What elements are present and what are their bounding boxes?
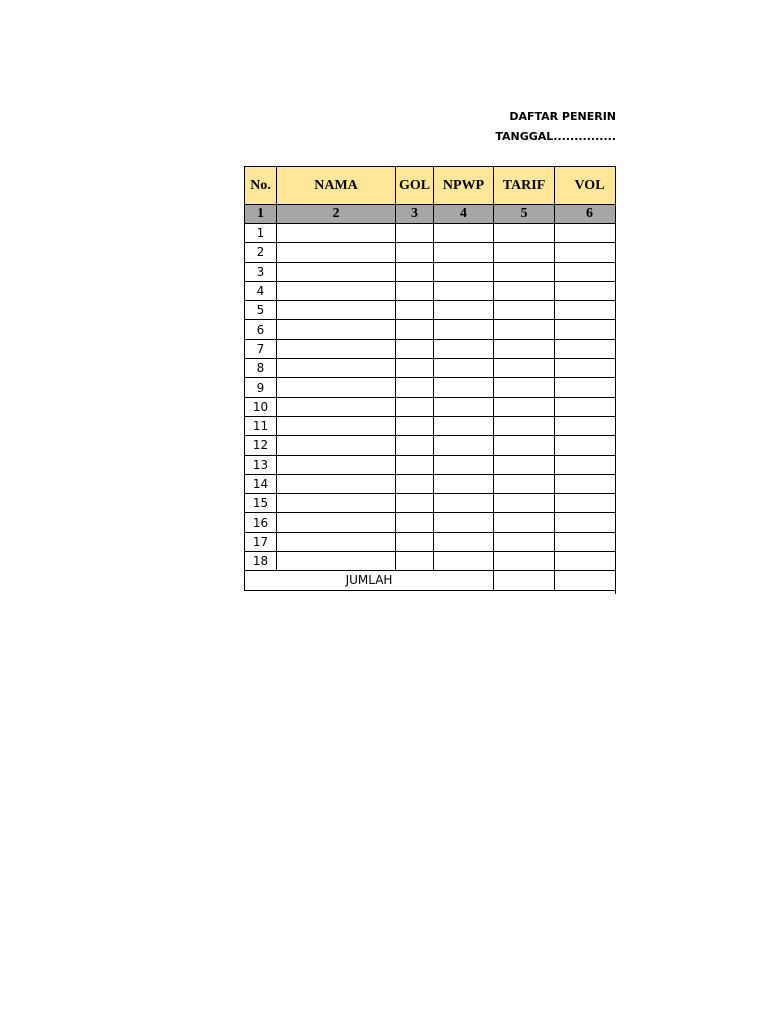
table-row xyxy=(245,224,617,243)
total-tarif-cell[interactable] xyxy=(494,571,555,590)
row-number-cell[interactable]: 18 xyxy=(245,552,277,571)
table-row xyxy=(245,281,617,300)
vol-cell[interactable] xyxy=(555,513,617,532)
npwp-cell[interactable] xyxy=(434,243,494,262)
gol-cell[interactable] xyxy=(396,513,434,532)
table-row xyxy=(245,455,617,474)
table-row xyxy=(245,494,617,513)
npwp-cell[interactable] xyxy=(434,416,494,435)
vol-cell[interactable] xyxy=(555,301,617,320)
nama-cell[interactable] xyxy=(277,224,396,243)
gol-cell[interactable] xyxy=(396,224,434,243)
table-row xyxy=(245,532,617,551)
nama-cell[interactable] xyxy=(277,378,396,397)
table-row xyxy=(245,552,617,571)
nama-cell[interactable] xyxy=(277,436,396,455)
nama-cell[interactable] xyxy=(277,397,396,416)
tarif-cell[interactable] xyxy=(494,532,555,551)
table-row xyxy=(245,397,617,416)
npwp-cell[interactable] xyxy=(434,359,494,378)
gol-cell[interactable] xyxy=(396,243,434,262)
npwp-cell[interactable] xyxy=(434,301,494,320)
npwp-cell[interactable] xyxy=(434,532,494,551)
nama-cell[interactable] xyxy=(277,301,396,320)
gol-cell[interactable] xyxy=(396,397,434,416)
npwp-cell[interactable] xyxy=(434,397,494,416)
vol-cell[interactable] xyxy=(555,262,617,281)
header-nama[interactable]: NAMA xyxy=(277,167,396,205)
vol-cell[interactable] xyxy=(555,281,617,300)
vol-cell[interactable] xyxy=(555,339,617,358)
row-number-cell[interactable]: 13 xyxy=(245,455,277,474)
npwp-cell[interactable] xyxy=(434,378,494,397)
row-number-cell[interactable]: 5 xyxy=(245,301,277,320)
gol-cell[interactable] xyxy=(396,436,434,455)
sheet-clip-edge xyxy=(615,166,616,594)
row-number-cell[interactable]: 17 xyxy=(245,532,277,551)
vol-cell[interactable] xyxy=(555,320,617,339)
nama-cell[interactable] xyxy=(277,320,396,339)
row-number-cell[interactable]: 9 xyxy=(245,378,277,397)
vol-cell[interactable] xyxy=(555,224,617,243)
gol-cell[interactable] xyxy=(396,455,434,474)
nama-cell[interactable] xyxy=(277,416,396,435)
npwp-cell[interactable] xyxy=(434,494,494,513)
tarif-cell[interactable] xyxy=(494,436,555,455)
recipient-table-container xyxy=(244,166,616,591)
gol-cell[interactable] xyxy=(396,359,434,378)
tarif-cell[interactable] xyxy=(494,320,555,339)
row-number-cell[interactable]: 8 xyxy=(245,359,277,378)
gol-cell[interactable] xyxy=(396,494,434,513)
table-row xyxy=(245,513,617,532)
index-cell[interactable]: 4 xyxy=(434,205,494,224)
total-vol-cell[interactable] xyxy=(555,571,617,590)
npwp-cell[interactable] xyxy=(434,513,494,532)
header-npwp[interactable]: NPWP xyxy=(434,167,494,205)
row-number-cell[interactable]: 4 xyxy=(245,281,277,300)
tarif-cell[interactable] xyxy=(494,301,555,320)
row-number-cell[interactable]: 12 xyxy=(245,436,277,455)
table-row xyxy=(245,474,617,493)
table-row xyxy=(245,416,617,435)
total-row xyxy=(245,571,617,590)
npwp-cell[interactable] xyxy=(434,455,494,474)
table-row xyxy=(245,320,617,339)
vol-cell[interactable] xyxy=(555,455,617,474)
nama-cell[interactable] xyxy=(277,359,396,378)
vol-cell[interactable] xyxy=(555,474,617,493)
row-number-cell[interactable]: 14 xyxy=(245,474,277,493)
gol-cell[interactable] xyxy=(396,320,434,339)
index-cell[interactable]: 2 xyxy=(277,205,396,224)
table-row xyxy=(245,378,617,397)
gol-cell[interactable] xyxy=(396,378,434,397)
vol-cell[interactable] xyxy=(555,359,617,378)
npwp-cell[interactable] xyxy=(434,474,494,493)
npwp-cell[interactable] xyxy=(434,320,494,339)
gol-cell[interactable] xyxy=(396,416,434,435)
table-row xyxy=(245,243,617,262)
vol-cell[interactable] xyxy=(555,552,617,571)
npwp-cell[interactable] xyxy=(434,281,494,300)
row-number-cell[interactable]: 10 xyxy=(245,397,277,416)
tarif-cell[interactable] xyxy=(494,224,555,243)
vol-cell[interactable] xyxy=(555,494,617,513)
row-number-cell[interactable]: 15 xyxy=(245,494,277,513)
nama-cell[interactable] xyxy=(277,281,396,300)
tarif-cell[interactable] xyxy=(494,378,555,397)
date-line: TANGGAL............... xyxy=(495,130,616,143)
nama-cell[interactable] xyxy=(277,243,396,262)
table-row xyxy=(245,262,617,281)
document-title: DAFTAR PENERIN xyxy=(509,110,616,123)
tarif-cell[interactable] xyxy=(494,397,555,416)
row-number-cell[interactable]: 2 xyxy=(245,243,277,262)
row-number-cell[interactable]: 6 xyxy=(245,320,277,339)
row-number-cell[interactable]: 16 xyxy=(245,513,277,532)
index-cell[interactable]: 5 xyxy=(494,205,555,224)
tarif-cell[interactable] xyxy=(494,494,555,513)
header-row xyxy=(245,167,617,205)
index-cell[interactable]: 3 xyxy=(396,205,434,224)
header-vol[interactable]: VOL xyxy=(555,167,617,205)
tarif-cell[interactable] xyxy=(494,243,555,262)
npwp-cell[interactable] xyxy=(434,339,494,358)
tarif-cell[interactable] xyxy=(494,262,555,281)
table-row xyxy=(245,301,617,320)
gol-cell[interactable] xyxy=(396,552,434,571)
index-cell[interactable]: 6 xyxy=(555,205,617,224)
row-number-cell[interactable]: 3 xyxy=(245,262,277,281)
vol-cell[interactable] xyxy=(555,436,617,455)
vol-cell[interactable] xyxy=(555,378,617,397)
tarif-cell[interactable] xyxy=(494,339,555,358)
column-index-row xyxy=(245,205,617,224)
tarif-cell[interactable] xyxy=(494,474,555,493)
total-label[interactable]: JUMLAH xyxy=(245,571,494,590)
npwp-cell[interactable] xyxy=(434,552,494,571)
tarif-cell[interactable] xyxy=(494,552,555,571)
row-number-cell[interactable]: 11 xyxy=(245,416,277,435)
npwp-cell[interactable] xyxy=(434,262,494,281)
tarif-cell[interactable] xyxy=(494,416,555,435)
row-number-cell[interactable]: 7 xyxy=(245,339,277,358)
recipient-table xyxy=(244,166,616,591)
vol-cell[interactable] xyxy=(555,243,617,262)
nama-cell[interactable] xyxy=(277,494,396,513)
gol-cell[interactable] xyxy=(396,339,434,358)
header-no[interactable]: No. xyxy=(245,167,277,205)
nama-cell[interactable] xyxy=(277,262,396,281)
nama-cell[interactable] xyxy=(277,513,396,532)
gol-cell[interactable] xyxy=(396,532,434,551)
row-number-cell[interactable]: 1 xyxy=(245,224,277,243)
vol-cell[interactable] xyxy=(555,397,617,416)
gol-cell[interactable] xyxy=(396,281,434,300)
nama-cell[interactable] xyxy=(277,552,396,571)
table-row xyxy=(245,436,617,455)
npwp-cell[interactable] xyxy=(434,224,494,243)
table-row xyxy=(245,359,617,378)
vol-cell[interactable] xyxy=(555,416,617,435)
npwp-cell[interactable] xyxy=(434,436,494,455)
nama-cell[interactable] xyxy=(277,474,396,493)
nama-cell[interactable] xyxy=(277,339,396,358)
tarif-cell[interactable] xyxy=(494,513,555,532)
index-cell[interactable]: 1 xyxy=(245,205,277,224)
header-gol[interactable]: GOL xyxy=(396,167,434,205)
table-row xyxy=(245,339,617,358)
nama-cell[interactable] xyxy=(277,532,396,551)
nama-cell[interactable] xyxy=(277,455,396,474)
tarif-cell[interactable] xyxy=(494,455,555,474)
header-tarif[interactable]: TARIF xyxy=(494,167,555,205)
tarif-cell[interactable] xyxy=(494,281,555,300)
vol-cell[interactable] xyxy=(555,532,617,551)
gol-cell[interactable] xyxy=(396,474,434,493)
gol-cell[interactable] xyxy=(396,262,434,281)
gol-cell[interactable] xyxy=(396,301,434,320)
tarif-cell[interactable] xyxy=(494,359,555,378)
